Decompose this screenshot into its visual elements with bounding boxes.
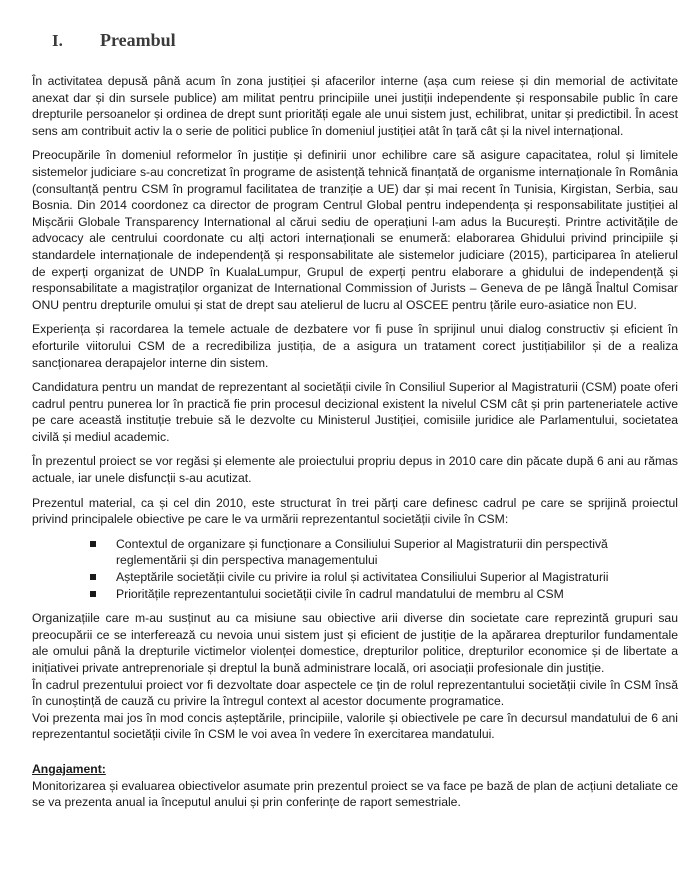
commitment-text: Monitorizarea și evaluarea obiectivelor asumate prin prezentul proiect se va face pe bază de plan de acțiuni detaliate ce se va prezenta anual ia începutul anului și prin conferințe de raport semestriale.: [32, 778, 678, 810]
section-number: I.: [52, 31, 63, 50]
paragraph-reforms: Preocupările în domeniul reformelor în justiție și definirii unor echilibre care să asigure capacitatea, rolul și limitele sistemelor judiciare s-au concretizat în programe de asistență tehnică finanțată de organisme internaționale în România (consultanță pentru CSM în programul facilitatea de tranziție a UE) dar și mai recent în Tunisia, Kirgistan, Serbia, sau Bosnia. Din 2014 coordonez ca director de program Centrul Global pentru independența și responsabilitate justiției al Mișcării Globale Transparency International al cărui sediu de operațiuni l-am adus la București. Printre activitățile de advocacy ale centrului coordonate cu alți actori internaționali se enumeră: elaborarea Ghidului privind principiile și standardele internaționale de independență și responsabilitate ale sistemelor judiciare (2015), participarea în atelierul de experți organizat de UNDP în KualaLumpur, Grupul de experți pentru elaborare a ghidului de independență și responsabilitate a magistraților organizat de International Commission of Jurists – Geneva de pe lângă Înaltul Comisar ONU pentru drepturile omului și stat de drept sau atelierul de lucru al OSCEE pentru țările euro-asiatice non EU.: [32, 148, 678, 312]
paragraph-objectives: Voi prezenta mai jos în mod concis așteptările, principiile, valorile și obiectivele pe care în decursul mandatului de 6 ani reprezentantul societății civile în CSM le voi avea în vedere în exercitarea mandatului.: [32, 710, 678, 742]
square-bullet-icon: [90, 591, 96, 597]
commitment-title: Angajament:: [32, 761, 106, 776]
paragraph-experience: Experiența și racordarea la temele actuale de dezbatere vor fi puse în sprijinul unui dialog constructiv și eficient în eforturile viitorului CSM de a recredibiliza justiția, de a asigura un tratament corect justițiabililor și de a realiza sancționarea derapajelor interne din sistem.: [32, 322, 678, 370]
list-item: Așteptările societății civile cu privire ia rolul și activitatea Consiliului Superior al Magistraturii: [116, 569, 678, 586]
square-bullet-icon: [90, 541, 96, 547]
paragraph-candidacy: Candidatura pentru un mandat de reprezentant al societății civile în Consiliul Superior al Magistraturii (CSM) poate oferi cadrul pentru punerea lor în practică fie prin procesul decizional existent la nivelul CSM cât și prin parteneriatele active pe care această instituție trebuie să le dezvolte cu Ministerul Justiției, comisiile juridice ale Parlamentului, societatea civilă și mediul academic.: [32, 380, 678, 444]
paragraph-activity: În activitatea depusă până acum în zona justiției și afacerilor interne (așa cum reiese și din memorial de activitate anexat dar și din sursele publice) am militat pentru principiile unei justiții independente și responsabile public în care drepturile persoanelor și ordinea de drept sunt priorități egale ale unui sistem just, echilibrat, unitar și predictibil. În acest sens am contribuit activ la o serie de politici publice în domeniul justiției atât în țară cât și la nivel internațional.: [32, 74, 678, 138]
paragraph-organizations: Organizațiile care m-au susținut au ca misiune sau obiective arii diverse din societate care reprezintă grupuri sau preocupării ce se interferează cu nevoia unui sistem just și eficient de justiție de la apărarea drepturilor fundamentale ale omului până la drepturile victimelor violenței domestice, drepturilor politice, drepturilor economice și de libertate a inițiativei private antreprenoriale și dreptul la bună administrare locală, ori asociații profesionale din justiție.: [32, 611, 678, 675]
list-item: Prioritățile reprezentantului societății civile în cadrul mandatului de membru al CSM: [116, 586, 678, 603]
paragraph-structure: Prezentul material, ca și cel din 2010, este structurat în trei părți care definesc cadrul pe care se sprijină proiectul privind principalele obiective pe care le va urmării reprezentantul societății civile în CSM:: [32, 495, 678, 527]
square-bullet-icon: [90, 574, 96, 580]
section-title: Preambul: [100, 30, 176, 50]
structure-list: [32, 536, 678, 602]
list-item: Contextul de organizare și funcționare a Consiliului Superior al Magistraturii din perspectivă reglementării și din perspectiva managementului: [116, 536, 678, 569]
section-heading: [52, 30, 678, 51]
paragraph-2010-project: În prezentul proiect se vor regăsi și elemente ale proiectului propriu depus in 2010 care din păcate după 6 ani au rămas actuale, iar unele disfuncții s-au acutizat.: [32, 454, 678, 486]
paragraph-scope: În cadrul prezentului proiect vor fi dezvoltate doar aspectele ce țin de rolul reprezentantului societății civile în CSM însă în cunoștință de cauză cu privire la întregul context al acestor documente programatice.: [32, 677, 678, 709]
